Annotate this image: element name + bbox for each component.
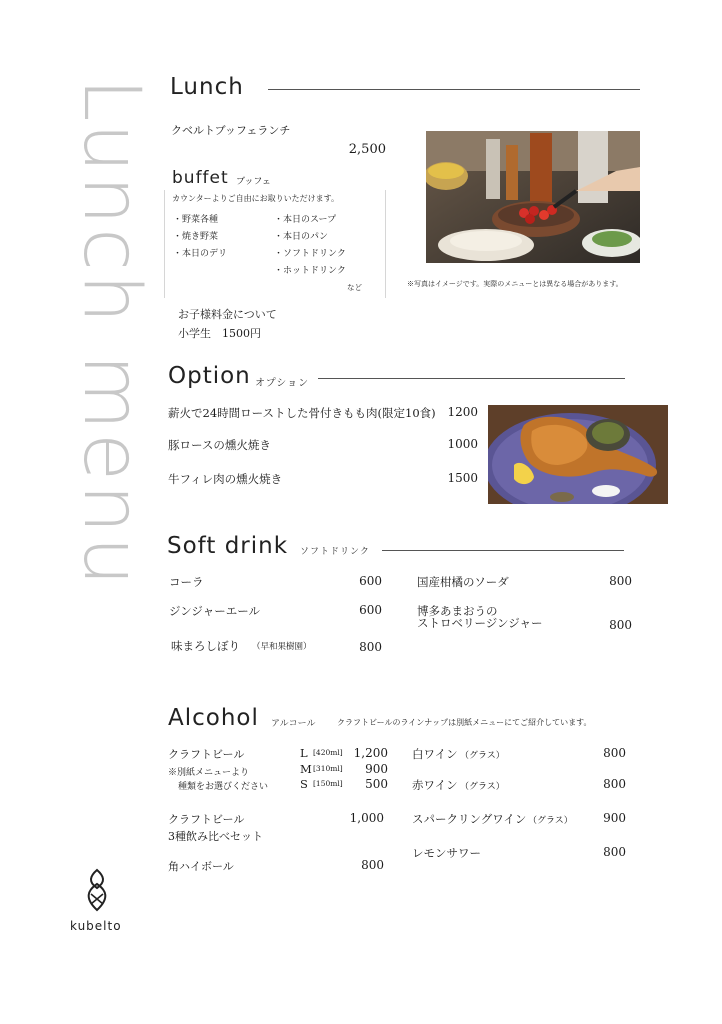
lunch-rule — [268, 89, 640, 90]
beer-set-name-line2: 3種飲み比べセット — [168, 830, 263, 843]
child-title: お子様料金について — [178, 308, 277, 321]
beer-ml: [420ml] — [313, 748, 343, 757]
side-title: Lunch menu — [66, 78, 156, 589]
drink-name: コーラ — [169, 575, 204, 589]
alcohol-heading: Alcohol — [168, 705, 259, 731]
craft-beer-note: ※別紙メニューより — [168, 768, 250, 778]
option-heading: Option — [168, 363, 251, 389]
buffet-item: ・本日のパン — [274, 232, 329, 242]
buffet-item: ・ホットドリンク — [274, 266, 346, 276]
soft-drink-heading: Soft drink — [167, 533, 289, 559]
option-item-name: 牛フィレ肉の燻火焼き — [168, 472, 283, 486]
alcohol-price: 800 — [603, 746, 626, 760]
buffet-item: ・ソフトドリンク — [274, 249, 346, 259]
beer-size: L — [300, 746, 308, 760]
beer-set-price: 1,000 — [349, 811, 384, 825]
beer-ml: [150ml] — [313, 779, 343, 788]
option-item-price: 1500 — [447, 471, 478, 485]
beer-set-name: クラフトビール — [168, 813, 245, 826]
option-item-name: 薪火で24時間ローストした骨付きもも肉(限定10食) — [168, 406, 436, 420]
craft-beer-note: 種類をお選びください — [178, 782, 269, 792]
buffet-price: 2,500 — [348, 142, 386, 157]
buffet-etc: など — [347, 283, 362, 292]
drink-name: 味まろしぼり — [171, 639, 240, 653]
drink-name: 博多あまおうの — [417, 604, 498, 618]
roast-chicken-photo — [488, 405, 668, 504]
alcohol-name-note: （グラス） — [528, 816, 573, 826]
brand-name: kubelto — [70, 919, 122, 933]
beer-price: 1,200 — [353, 746, 388, 760]
option-item-price: 1000 — [447, 437, 478, 451]
soft-drink-heading-jp: ソフトドリンク — [300, 547, 370, 557]
buffet-item: ・本日のデリ — [173, 249, 228, 259]
option-rule — [318, 378, 625, 379]
buffet-label: buffet — [172, 168, 229, 188]
beer-price: 900 — [365, 762, 388, 776]
brand-logo-icon — [80, 866, 114, 914]
drink-price: 600 — [359, 603, 382, 617]
alcohol-price: 800 — [603, 777, 626, 791]
craft-beer-name: クラフトビール — [168, 748, 245, 761]
alcohol-name: 白ワイン — [412, 747, 458, 761]
option-item-name: 豚ロースの燻火焼き — [168, 438, 271, 452]
lunch-heading: Lunch — [170, 74, 244, 100]
alcohol-name-note: （グラス） — [460, 782, 505, 792]
option-item-price: 1200 — [447, 405, 478, 419]
buffet-photo — [426, 131, 640, 263]
alcohol-name: レモンサワー — [412, 846, 481, 860]
photo-note: ※写真はイメージです。実際のメニューとは異なる場合があります。 — [407, 280, 623, 288]
beer-ml: [310ml] — [313, 764, 343, 773]
drink-name: 国産柑橘のソーダ — [417, 575, 509, 589]
alcohol-name-note: （グラス） — [460, 751, 505, 761]
drink-note: （早和果樹園） — [252, 642, 312, 652]
highball-price: 800 — [361, 858, 384, 872]
drink-price: 800 — [359, 640, 382, 654]
option-heading-jp: オプション — [255, 378, 310, 389]
buffet-item: ・焼き野菜 — [173, 232, 219, 242]
beer-size: S — [300, 777, 308, 791]
buffet-name: クベルトブッフェランチ — [171, 124, 291, 137]
drink-price: 800 — [609, 574, 632, 588]
beer-price: 500 — [365, 777, 388, 791]
drink-name: ジンジャーエール — [169, 604, 260, 618]
child-price: 小学生 1500円 — [178, 327, 261, 340]
alcohol-name: スパークリングワイン — [412, 812, 527, 826]
alcohol-price: 900 — [603, 811, 626, 825]
buffet-label-jp: ブッフェ — [236, 177, 271, 187]
highball-name: 角ハイボール — [168, 860, 234, 873]
buffet-item: ・本日のスープ — [274, 215, 337, 225]
soft-drink-rule — [382, 550, 624, 551]
alcohol-note: クラフトビールのラインナップは別紙メニューにてご紹介しています。 — [337, 718, 592, 727]
drink-name-line2: ストロベリージンジャー — [417, 616, 543, 630]
drink-price: 600 — [359, 574, 382, 588]
alcohol-heading-jp: アルコール — [271, 719, 316, 729]
beer-size: M — [300, 762, 312, 776]
alcohol-name: 赤ワイン — [412, 778, 458, 792]
drink-price: 800 — [609, 618, 632, 632]
alcohol-price: 800 — [603, 845, 626, 859]
buffet-intro: カウンターよりご自由にお取りいただけます。 — [172, 194, 340, 203]
buffet-item: ・野菜各種 — [173, 215, 219, 225]
